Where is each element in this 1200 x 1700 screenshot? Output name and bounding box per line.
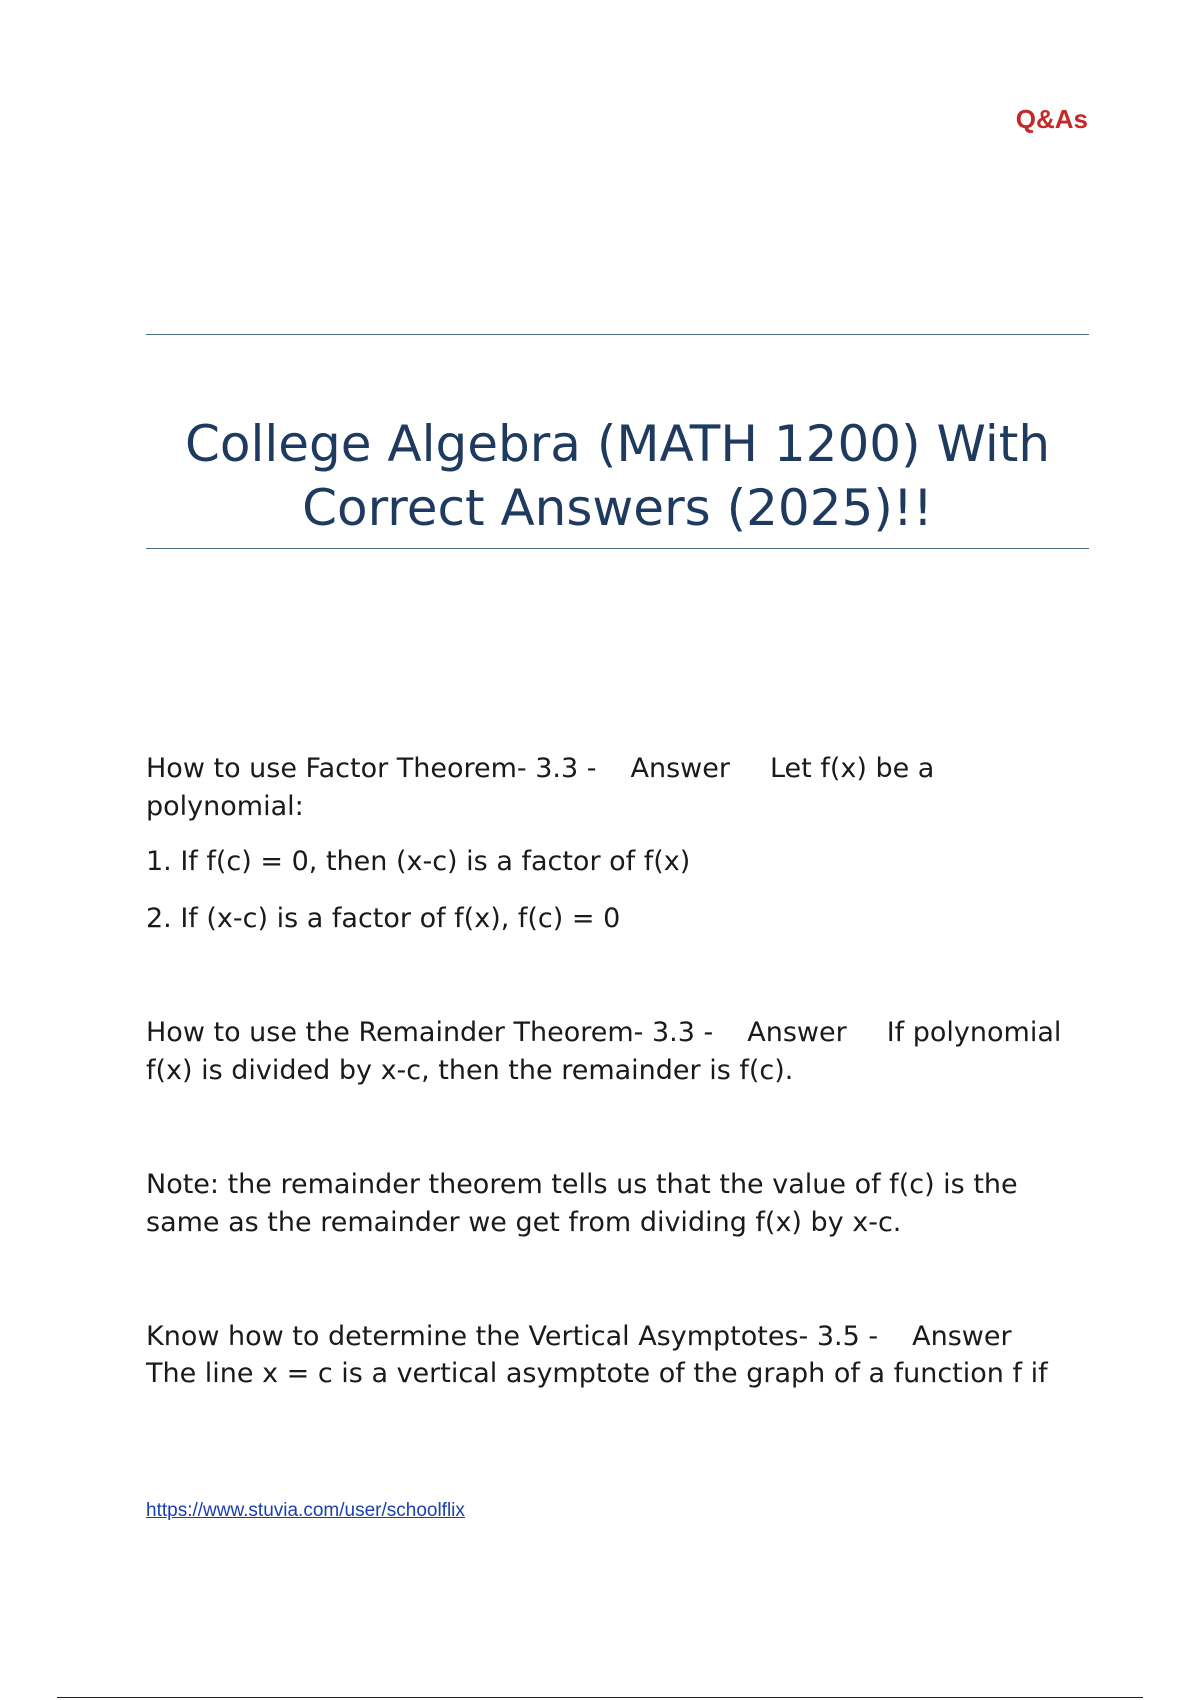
title-top-divider	[146, 334, 1089, 335]
answer-label: Answer	[630, 753, 730, 784]
remainder-note: Note: the remainder theorem tells us that the value of f(c) is the same as the remainder we get from dividing f(x) by x-c.	[146, 1169, 1018, 1238]
answer-label: Answer	[912, 1321, 1012, 1352]
question-text: Know how to determine the Vertical Asymptotes- 3.5 -	[146, 1321, 879, 1352]
answer-text: The line x = c is a vertical asymptote of the graph of a function f if	[146, 1358, 1048, 1389]
footer-divider	[57, 1697, 1143, 1698]
title-line-2: Correct Answers (2025)!!	[302, 479, 933, 537]
answer-text: If polynomial f(x) is divided by x-c, then the remainder is f(c).	[146, 1017, 1062, 1086]
qa-factor-theorem	[146, 750, 1096, 826]
qa-remainder-theorem	[146, 1014, 1096, 1090]
list-item: 1. If f(c) = 0, then (x-c) is a factor of f(x)	[146, 846, 691, 877]
qas-label: Q&As	[1015, 104, 1088, 134]
qa-vertical-asymptotes	[146, 1318, 1096, 1392]
schoolflix-link[interactable]: https://www.stuvia.com/user/schoolflix	[146, 1500, 465, 1521]
document-title	[146, 412, 1089, 540]
question-text: How to use Factor Theorem- 3.3 -	[146, 753, 597, 784]
question-text: How to use the Remainder Theorem- 3.3 -	[146, 1017, 714, 1048]
answer-label: Answer	[747, 1017, 847, 1048]
title-line-1: College Algebra (MATH 1200) With	[184, 415, 1051, 473]
list-item: 2. If (x-c) is a factor of f(x), f(c) = 0	[146, 903, 621, 934]
title-bottom-divider	[146, 548, 1089, 549]
answer-text: Let f(x) be a polynomial:	[146, 753, 935, 822]
qa-content	[146, 750, 1096, 1392]
